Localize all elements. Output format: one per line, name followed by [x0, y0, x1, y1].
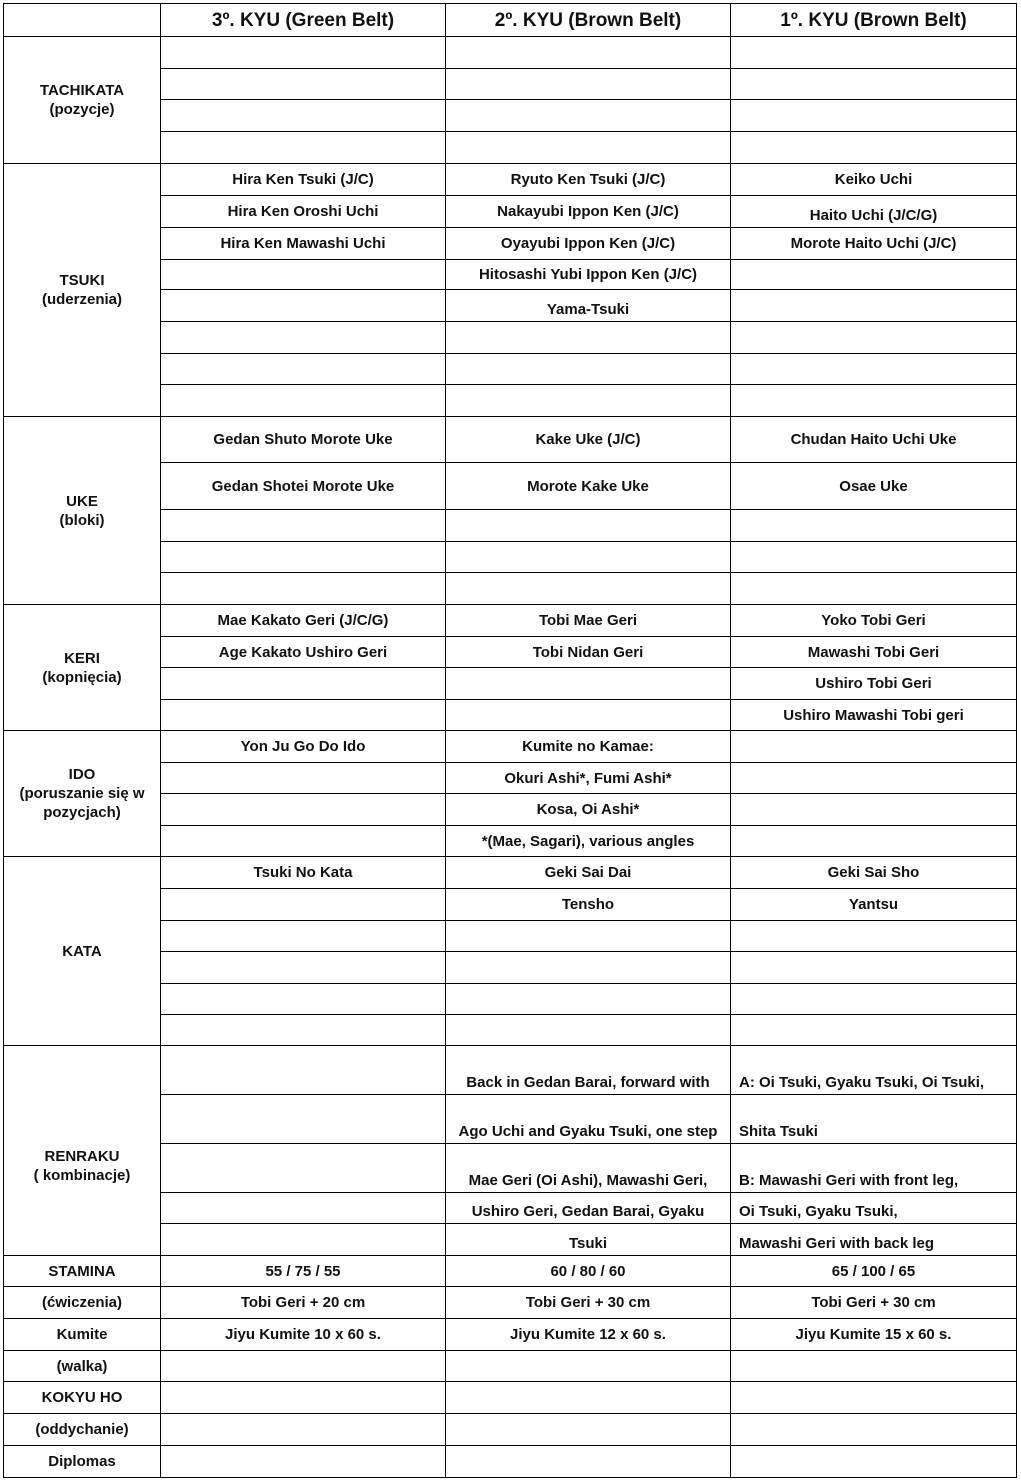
tsuki-c2-r3: Oyayubi Ippon Ken (J/C) [500, 235, 676, 252]
grid-hline [160, 1014, 1017, 1015]
label-tsuki-subtitle: (uderzenia) [41, 291, 122, 308]
keri-c2-r1: Tobi Mae Geri [538, 612, 638, 629]
label-renraku-title: RENRAKU [44, 1147, 120, 1165]
renraku-c3-r2: Shita Tsuki [739, 1123, 818, 1140]
renraku-c2-r3: Mae Geri (Oi Ashi), Mawashi Geri, [468, 1172, 708, 1189]
uke-c1-r2: Gedan Shotei Morote Uke [211, 477, 395, 495]
ido-c2-r3: Kosa, Oi Ashi* [536, 801, 640, 818]
cwiczenia-c2: Tobi Geri + 30 cm [525, 1294, 651, 1311]
label-oddychanie: (oddychanie) [35, 1421, 129, 1438]
cwiczenia-c3: Tobi Geri + 30 cm [811, 1294, 936, 1311]
tsuki-c3-r1: Keiko Uchi [834, 171, 913, 188]
label-tachikata-title: TACHIKATA [39, 82, 125, 99]
tsuki-c2-r1: Ryuto Ken Tsuki (J/C) [510, 171, 666, 188]
label-cwiczenia: (ćwiczenia) [41, 1294, 123, 1311]
uke-c2-r2: Morote Kake Uke [527, 477, 649, 495]
grid-hline [160, 68, 1017, 69]
tsuki-c2-r4: Hitosashi Yubi Ippon Ken (J/C) [478, 266, 698, 283]
tsuki-c2-r5: Yama-Tsuki [546, 301, 630, 318]
uke-c1-r1: Gedan Shuto Morote Uke [213, 431, 393, 448]
label-tachikata [4, 37, 160, 163]
keri-c2-r2: Tobi Nidan Geri [532, 643, 644, 661]
tsuki-c1-r1: Hira Ken Tsuki (J/C) [232, 171, 374, 188]
label-keri-title: KERI [64, 649, 100, 667]
grid-hline [3, 1477, 1017, 1478]
uke-c3-r2: Osae Uke [839, 477, 908, 495]
label-diplomas: Diplomas [48, 1452, 116, 1470]
renraku-c2-r5: Tsuki [568, 1235, 608, 1252]
grid-vline [1016, 3, 1017, 1478]
keri-c1-r1: Mae Kakato Geri (J/C/G) [217, 612, 389, 629]
kata-c3-r1: Geki Sai Sho [827, 864, 920, 881]
label-uke-title: UKE [66, 492, 98, 510]
uke-c2-r1: Kake Uke (J/C) [535, 431, 641, 448]
label-uke-subtitle: (bloki) [59, 511, 105, 529]
grid-hline [160, 983, 1017, 984]
label-tsuki-title: TSUKI [59, 272, 105, 289]
ido-c2-r1: Kumite no Kamae: [522, 738, 654, 755]
renraku-c2-r2: Ago Uchi and Gyaku Tsuki, one step [458, 1123, 718, 1140]
header-col1: 3º. KYU (Green Belt) [211, 9, 395, 31]
grid-hline [160, 951, 1017, 952]
renraku-c3-r1: A: Oi Tsuki, Gyaku Tsuki, Oi Tsuki, [739, 1074, 985, 1091]
kata-c2-r2: Tensho [561, 896, 615, 913]
tsuki-c3-r2: Haito Uchi (J/C/G) [809, 207, 938, 224]
grid-hline [160, 353, 1017, 354]
grid-hline [160, 131, 1017, 132]
keri-c3-r2: Mawashi Tobi Geri [807, 643, 940, 661]
kumite-c3: Jiyu Kumite 15 x 60 s. [795, 1326, 952, 1343]
kata-c2-r1: Geki Sai Dai [544, 864, 632, 881]
label-renraku [4, 1046, 160, 1255]
stamina-c2: 60 / 80 / 60 [550, 1262, 626, 1280]
label-ido [4, 731, 160, 856]
tsuki-c2-r2: Nakayubi Ippon Ken (J/C) [497, 203, 679, 220]
stamina-c1: 55 / 75 / 55 [265, 1262, 341, 1280]
label-ido-title: IDO [68, 766, 96, 783]
kata-c3-r2: Yantsu [848, 896, 899, 913]
label-walka: (walka) [56, 1357, 108, 1375]
grid-hline [160, 541, 1017, 542]
label-kata: KATA [62, 942, 102, 960]
tsuki-c1-r2: Hira Ken Oroshi Uchi [227, 203, 379, 220]
uke-c3-r1: Chudan Haito Uchi Uke [790, 431, 957, 448]
renraku-c2-r1: Back in Gedan Barai, forward with [466, 1074, 710, 1091]
stamina-c3: 65 / 100 / 65 [831, 1262, 916, 1280]
ido-c2-r2: Okuri Ashi*, Fumi Ashi* [504, 769, 672, 787]
label-uke [4, 417, 160, 604]
label-kokyu: KOKYU HO [41, 1389, 123, 1406]
header-col3: 1º. KYU (Brown Belt) [780, 9, 967, 31]
tsuki-c1-r3: Hira Ken Mawashi Uchi [220, 235, 386, 252]
label-kumite: Kumite [56, 1326, 108, 1343]
tsuki-c3-r3: Morote Haito Uchi (J/C) [790, 235, 957, 252]
label-keri [4, 605, 160, 730]
keri-c3-r3: Ushiro Tobi Geri [815, 675, 932, 692]
label-tsuki [4, 164, 160, 416]
kumite-c2: Jiyu Kumite 12 x 60 s. [510, 1326, 666, 1343]
ido-c2-r4: *(Mae, Sagari), various angles [481, 832, 695, 850]
ido-c1-r1: Yon Ju Go Do Ido [240, 738, 366, 755]
renraku-c3-r4: Oi Tsuki, Gyaku Tsuki, [739, 1203, 898, 1220]
keri-c1-r2: Age Kakato Ushiro Geri [218, 643, 388, 661]
label-keri-subtitle: (kopnięcia) [42, 668, 122, 686]
grid-hline [160, 572, 1017, 573]
header-col2: 2º. KYU (Brown Belt) [494, 9, 682, 31]
renraku-c3-r3: B: Mawashi Geri with front leg, [739, 1172, 959, 1189]
cwiczenia-c1: Tobi Geri + 20 cm [240, 1294, 366, 1311]
grid-hline [160, 321, 1017, 322]
grid-hline [160, 509, 1017, 510]
renraku-c2-r4: Ushiro Geri, Gedan Barai, Gyaku [471, 1203, 705, 1220]
kata-c1-r1: Tsuki No Kata [253, 864, 353, 881]
renraku-c3-r5: Mawashi Geri with back leg [739, 1235, 935, 1252]
grid-hline [160, 384, 1017, 385]
grid-hline [160, 920, 1017, 921]
grid-hline [160, 99, 1017, 100]
label-renraku-subtitle: ( kombinacje) [33, 1166, 131, 1184]
keri-c3-r4: Ushiro Mawashi Tobi geri [783, 706, 964, 724]
label-ido-subtitle: (poruszanie się w pozycjach) [19, 785, 145, 821]
kumite-c1: Jiyu Kumite 10 x 60 s. [225, 1326, 381, 1343]
label-tachikata-subtitle: (pozycje) [49, 101, 115, 118]
keri-c3-r1: Yoko Tobi Geri [821, 612, 926, 629]
label-stamina: STAMINA [48, 1262, 116, 1280]
